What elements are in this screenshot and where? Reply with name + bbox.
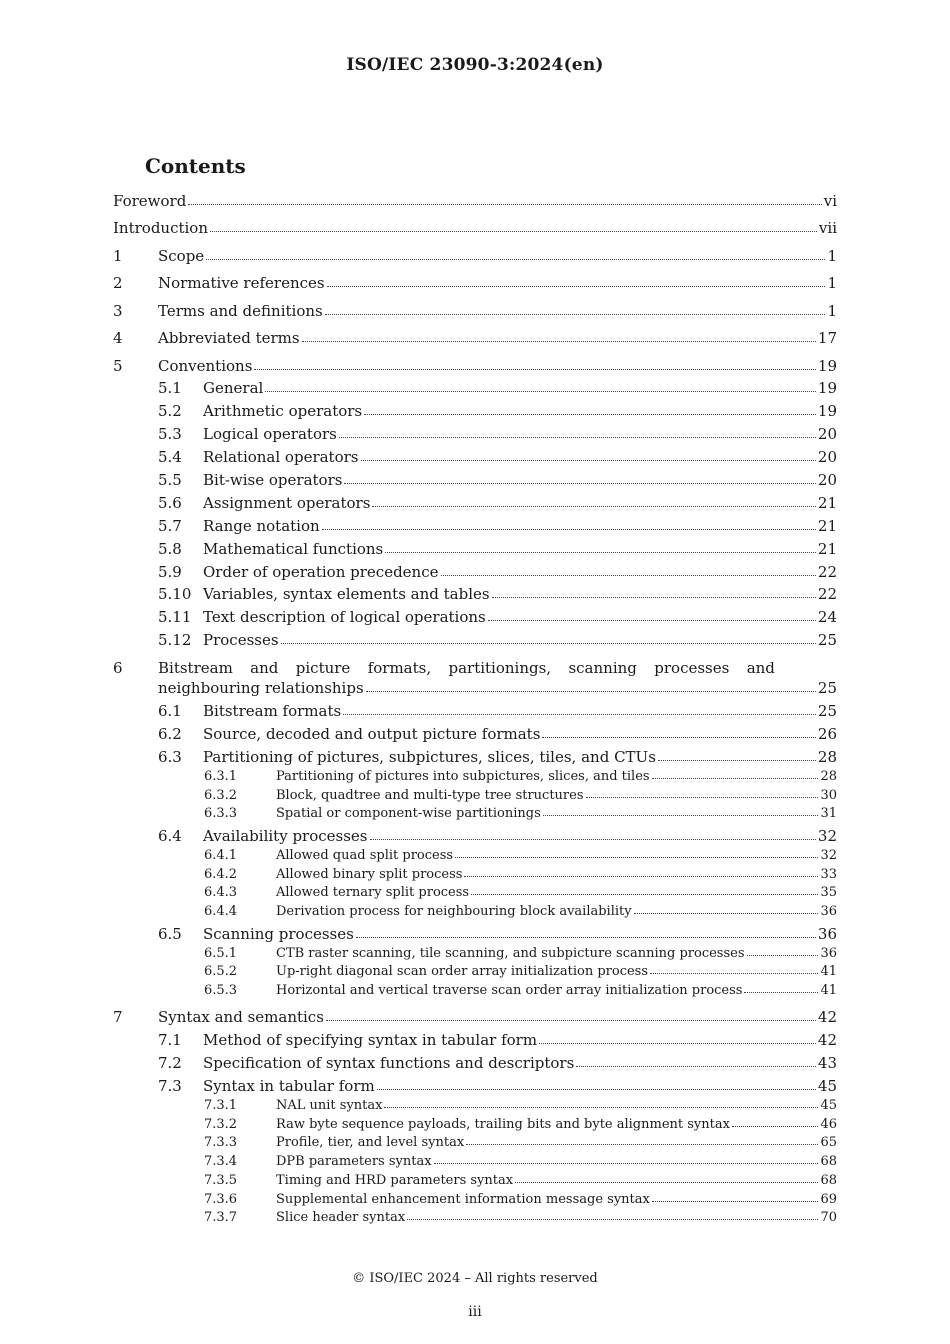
toc-entry-page: 22 <box>817 563 837 581</box>
toc-entry-label-word: partitionings, <box>448 659 552 677</box>
toc-entry-number: 7.3.6 <box>204 1192 238 1207</box>
toc-leader-dots <box>326 1020 816 1021</box>
toc-entry-page: 1 <box>827 274 837 292</box>
toc-entry-number: 5 <box>113 357 123 375</box>
toc-leader-dots <box>265 391 816 392</box>
toc-entry-page: 35 <box>820 885 837 900</box>
toc-entry-number: 6.4 <box>158 827 182 845</box>
toc-entry-number: 7.3 <box>158 1077 182 1095</box>
toc-leader-dots <box>361 460 816 461</box>
toc-entry-page: 36 <box>817 925 837 943</box>
toc-entry-label: Raw byte sequence payloads, trailing bits and byte alignment syntax <box>276 1117 730 1132</box>
toc-entry[interactable] <box>113 1155 837 1168</box>
toc-leader-dots <box>634 913 819 914</box>
toc-entry-label-word: scanning <box>568 659 637 677</box>
toc-entry-number: 6.5.1 <box>204 946 238 961</box>
toc-entry-page: 42 <box>817 1031 837 1049</box>
toc-entry-number: 7.3.4 <box>204 1154 238 1169</box>
toc-leader-dots <box>385 552 816 553</box>
toc-entry-label: Relational operators <box>203 448 359 466</box>
toc-entry-number: 1 <box>113 247 123 265</box>
toc-entry-label: Source, decoded and output picture formats <box>203 725 541 743</box>
toc-entry[interactable] <box>113 194 837 209</box>
toc-entry-number: 4 <box>113 329 123 347</box>
toc-entry[interactable] <box>113 304 837 319</box>
toc-entry-label-word: processes <box>654 659 730 677</box>
toc-leader-dots <box>586 797 819 798</box>
toc-entry-number: 7 <box>113 1008 123 1026</box>
toc-leader-dots <box>515 1182 818 1183</box>
toc-leader-dots <box>658 760 816 761</box>
copyright-footer: © ISO/IEC 2024 – All rights reserved <box>352 1271 598 1286</box>
toc-entry-number: 3 <box>113 302 123 320</box>
toc-leader-dots <box>488 620 816 621</box>
toc-entry-number: 6.4.3 <box>204 885 238 900</box>
toc-entry-page: vii <box>818 219 837 237</box>
toc-entry-label: Allowed quad split process <box>276 848 454 863</box>
toc-leader-dots <box>281 643 816 644</box>
toc-entry[interactable] <box>113 807 837 820</box>
page-number: iii <box>468 1304 482 1320</box>
toc-entry[interactable] <box>113 381 837 396</box>
toc-entry-label: Abbreviated terms <box>158 329 300 347</box>
toc-entry-label-line2: neighbouring relationships <box>158 679 364 697</box>
toc-entry-page: 30 <box>820 788 837 803</box>
toc-entry-number: 5.4 <box>158 448 182 466</box>
toc-entry-label: Derivation process for neighbouring block availability <box>276 904 632 919</box>
toc-entry[interactable] <box>113 1136 837 1149</box>
toc-entry-label: Order of operation precedence <box>203 563 439 581</box>
toc-entry-page: 24 <box>817 608 837 626</box>
toc-leader-dots <box>744 992 818 993</box>
toc-entry-page: 19 <box>817 357 837 375</box>
toc-leader-dots <box>652 778 819 779</box>
toc-entry-label: Mathematical functions <box>203 540 384 558</box>
toc-entry[interactable] <box>113 359 837 374</box>
contents-title: Contents <box>145 154 246 178</box>
toc-entry[interactable] <box>113 727 837 742</box>
toc-leader-dots <box>492 597 816 598</box>
toc-entry-number: 5.5 <box>158 471 182 489</box>
toc-entry-number: 6.4.1 <box>204 848 238 863</box>
toc-entry[interactable] <box>113 1118 837 1131</box>
toc-entry-number: 5.1 <box>158 379 182 397</box>
toc-entry[interactable] <box>113 542 837 557</box>
toc-leader-dots <box>254 369 816 370</box>
toc-leader-dots <box>464 876 818 877</box>
toc-entry-label-word: picture <box>295 659 351 677</box>
toc-entry[interactable] <box>113 886 837 899</box>
toc-entry-label-word: and <box>250 659 279 677</box>
toc-entry[interactable] <box>113 404 837 419</box>
toc-entry-page: 32 <box>817 827 837 845</box>
toc-leader-dots <box>364 414 816 415</box>
toc-entry-number: 6.3.1 <box>204 769 238 784</box>
toc-entry-label: Spatial or component-wise partitionings <box>276 806 541 821</box>
toc-entry-page: 28 <box>820 769 837 784</box>
toc-entry-number: 5.9 <box>158 563 182 581</box>
toc-leader-dots <box>302 341 816 342</box>
toc-entry-label: Arithmetic operators <box>203 402 363 420</box>
toc-entry-page: 25 <box>817 631 837 649</box>
toc-entry-number: 7.2 <box>158 1054 182 1072</box>
toc-entry-number: 6.1 <box>158 702 182 720</box>
toc-entry-label: Normative references <box>158 274 325 292</box>
toc-entry[interactable] <box>113 984 837 997</box>
toc-entry[interactable] <box>113 473 837 488</box>
toc-entry[interactable] <box>113 1010 837 1025</box>
toc-entry-label: Syntax and semantics <box>158 1008 324 1026</box>
toc-leader-dots <box>407 1219 818 1220</box>
toc-entry-page: 26 <box>817 725 837 743</box>
toc-entry[interactable] <box>113 905 837 918</box>
toc-entry-page: 21 <box>817 517 837 535</box>
toc-entry-page: 36 <box>820 946 837 961</box>
toc-leader-dots <box>576 1066 816 1067</box>
toc-entry-number: 5.7 <box>158 517 182 535</box>
toc-entry-page: 28 <box>817 748 837 766</box>
toc-entry-label: Specification of syntax functions and descriptors <box>203 1054 575 1072</box>
toc-entry-number: 2 <box>113 274 123 292</box>
toc-entry[interactable] <box>113 829 837 844</box>
toc-entry-label: Assignment operators <box>203 494 371 512</box>
toc-entry[interactable] <box>113 587 837 602</box>
toc-entry[interactable] <box>113 249 837 264</box>
toc-entry-label: CTB raster scanning, tile scanning, and subpicture scanning processes <box>276 946 745 961</box>
toc-entry-label-word: Bitstream <box>158 659 233 677</box>
toc-entry-label: Allowed ternary split process <box>276 885 470 900</box>
toc-leader-dots <box>343 714 816 715</box>
toc-entry-number: 6.5 <box>158 925 182 943</box>
toc-entry[interactable] <box>113 221 837 236</box>
toc-entry-number: 6.3.2 <box>204 788 238 803</box>
toc-entry-page: 46 <box>820 1117 837 1132</box>
toc-entry-number: 5.11 <box>158 608 192 626</box>
toc-entry-page: 69 <box>820 1192 837 1207</box>
toc-entry-label: Processes <box>203 631 279 649</box>
toc-leader-dots <box>377 1089 816 1090</box>
toc-entry-page: 31 <box>820 806 837 821</box>
toc-entry-label: Partitioning of pictures into subpictures, slices, and tiles <box>276 769 650 784</box>
toc-entry-page: 42 <box>817 1008 837 1026</box>
toc-entry-page: 21 <box>817 540 837 558</box>
toc-entry-number: 7.3.3 <box>204 1135 238 1150</box>
toc-leader-dots <box>747 955 819 956</box>
toc-leader-dots <box>732 1126 819 1127</box>
toc-entry-page: 68 <box>820 1173 837 1188</box>
toc-entry-number: 6.4.4 <box>204 904 238 919</box>
toc-leader-dots <box>455 857 818 858</box>
toc-entry-page: 20 <box>817 448 837 466</box>
toc-entry-label: Bit-wise operators <box>203 471 343 489</box>
toc-leader-dots <box>466 1144 818 1145</box>
toc-leader-dots <box>542 737 815 738</box>
toc-entry[interactable] <box>113 1174 837 1187</box>
toc-entry-page: vi <box>823 192 837 210</box>
toc-leader-dots <box>366 691 816 692</box>
toc-entry[interactable] <box>113 750 837 765</box>
toc-entry-label: Bitstream formats <box>203 702 342 720</box>
toc-entry-label: Partitioning of pictures, subpictures, slices, tiles, and CTUs <box>203 748 656 766</box>
toc-entry[interactable] <box>113 965 837 978</box>
toc-entry-number: 5.8 <box>158 540 182 558</box>
toc-entry-number: 6.2 <box>158 725 182 743</box>
toc-entry-number: 7.3.7 <box>204 1210 238 1225</box>
toc-entry-label: Profile, tier, and level syntax <box>276 1135 465 1150</box>
toc-leader-dots <box>539 1043 816 1044</box>
toc-entry-number: 5.10 <box>158 585 192 603</box>
toc-entry-label: General <box>203 379 264 397</box>
toc-entry-page: 45 <box>820 1098 837 1113</box>
toc-entry[interactable] <box>113 704 837 719</box>
toc-entry-page: 1 <box>827 247 837 265</box>
toc-entry-label: Introduction <box>113 219 208 237</box>
toc-leader-dots <box>370 839 816 840</box>
toc-entry-page: 17 <box>817 329 837 347</box>
toc-entry[interactable] <box>113 450 837 465</box>
toc-entry-page: 21 <box>817 494 837 512</box>
toc-entry-label-word: formats, <box>367 659 432 677</box>
toc-entry-label: Text description of logical operations <box>203 608 486 626</box>
toc-entry-number: 6.5.2 <box>204 964 238 979</box>
toc-entry-label: Timing and HRD parameters syntax <box>276 1173 514 1188</box>
toc-entry-label: Supplemental enhancement information message syntax <box>276 1192 650 1207</box>
toc-entry-number: 5.3 <box>158 425 182 443</box>
toc-entry[interactable] <box>113 789 837 802</box>
toc-leader-dots <box>384 1107 818 1108</box>
toc-entry-label: Range notation <box>203 517 320 535</box>
toc-leader-dots <box>206 259 825 260</box>
toc-entry-number: 7.3.2 <box>204 1117 238 1132</box>
toc-entry-label: Block, quadtree and multi-type tree structures <box>276 788 584 803</box>
toc-entry-number: 7.3.1 <box>204 1098 238 1113</box>
toc-entry-page: 19 <box>817 379 837 397</box>
toc-entry-label: Variables, syntax elements and tables <box>203 585 490 603</box>
toc-leader-dots <box>356 937 816 938</box>
toc-leader-dots <box>325 314 826 315</box>
toc-entry[interactable] <box>113 1056 837 1071</box>
toc-entry[interactable] <box>113 868 837 881</box>
toc-entry-label: Conventions <box>158 357 253 375</box>
toc-entry[interactable] <box>113 1033 837 1048</box>
toc-entry-number: 7.3.5 <box>204 1173 238 1188</box>
toc-entry[interactable] <box>113 427 837 442</box>
toc-entry-page: 41 <box>820 964 837 979</box>
toc-entry-page: 45 <box>817 1077 837 1095</box>
toc-entry[interactable] <box>113 331 837 346</box>
toc-leader-dots <box>471 894 818 895</box>
toc-entry-label: DPB parameters syntax <box>276 1154 432 1169</box>
toc-entry-label: Foreword <box>113 192 187 210</box>
toc-leader-dots <box>327 286 826 287</box>
toc-entry-page: 41 <box>820 983 837 998</box>
toc-entry-label: Allowed binary split process <box>276 867 463 882</box>
toc-entry[interactable] <box>113 496 837 511</box>
toc-entry[interactable] <box>113 947 837 960</box>
toc-leader-dots <box>339 437 816 438</box>
toc-leader-dots <box>322 529 816 530</box>
document-header: ISO/IEC 23090-3:2024(en) <box>346 55 604 75</box>
toc-entry-label-line1 <box>158 661 775 676</box>
toc-entry-page: 70 <box>820 1210 837 1225</box>
toc-entry[interactable] <box>113 770 837 783</box>
toc-entry[interactable] <box>113 276 837 291</box>
toc-entry-page: 32 <box>820 848 837 863</box>
toc-entry-number: 5.6 <box>158 494 182 512</box>
toc-entry[interactable] <box>113 633 837 648</box>
toc-entry-page: 19 <box>817 402 837 420</box>
toc-entry-label: NAL unit syntax <box>276 1098 383 1113</box>
toc-entry[interactable] <box>113 927 837 942</box>
toc-entry-page: 43 <box>817 1054 837 1072</box>
toc-entry[interactable] <box>113 1099 837 1112</box>
toc-entry-label: Logical operators <box>203 425 337 443</box>
toc-entry[interactable] <box>113 849 837 862</box>
toc-entry-number: 6.3.3 <box>204 806 238 821</box>
toc-leader-dots <box>372 506 816 507</box>
toc-entry-label: Syntax in tabular form <box>203 1077 375 1095</box>
toc-entry[interactable] <box>113 610 837 625</box>
toc-entry-number: 5.12 <box>158 631 192 649</box>
toc-entry-page: 65 <box>820 1135 837 1150</box>
toc-entry-label: Availability processes <box>203 827 368 845</box>
toc-entry-number: 7.1 <box>158 1031 182 1049</box>
toc-entry-label: Scope <box>158 247 205 265</box>
toc-leader-dots <box>650 973 818 974</box>
toc-entry[interactable] <box>113 565 837 580</box>
toc-entry-label: Up-right diagonal scan order array initialization process <box>276 964 649 979</box>
toc-leader-dots <box>441 575 816 576</box>
toc-leader-dots <box>434 1163 819 1164</box>
toc-entry-label: Slice header syntax <box>276 1210 406 1225</box>
toc-entry-number: 6.3 <box>158 748 182 766</box>
toc-entry[interactable] <box>113 1079 837 1094</box>
toc-entry-page: 33 <box>820 867 837 882</box>
toc-entry-page: 25 <box>817 702 837 720</box>
toc-entry-number: 6.4.2 <box>204 867 238 882</box>
toc-entry-number: 5.2 <box>158 402 182 420</box>
toc-leader-dots <box>543 815 819 816</box>
toc-leader-dots <box>188 204 821 205</box>
toc-entry-label-word: and <box>746 659 775 677</box>
toc-entry[interactable] <box>113 519 837 534</box>
toc-entry-number: 6.5.3 <box>204 983 238 998</box>
toc-entry-label: Horizontal and vertical traverse scan order array initialization process <box>276 983 743 998</box>
toc-entry[interactable] <box>113 1193 837 1206</box>
toc-entry[interactable] <box>113 1211 837 1224</box>
toc-entry-page: 22 <box>817 585 837 603</box>
toc-entry-page: 20 <box>817 425 837 443</box>
toc-entry-label: Method of specifying syntax in tabular form <box>203 1031 538 1049</box>
toc-entry-label: Terms and definitions <box>158 302 323 320</box>
toc-entry-number: 6 <box>113 659 123 677</box>
toc-entry-page: 1 <box>827 302 837 320</box>
toc-leader-dots <box>652 1201 819 1202</box>
toc-leader-dots <box>344 483 815 484</box>
toc-entry-label: Scanning processes <box>203 925 354 943</box>
toc-entry-page: 68 <box>820 1154 837 1169</box>
toc-entry-page: 20 <box>817 471 837 489</box>
toc-entry-page: 25 <box>817 679 837 697</box>
toc-entry-page: 36 <box>820 904 837 919</box>
toc-leader-dots <box>210 231 817 232</box>
